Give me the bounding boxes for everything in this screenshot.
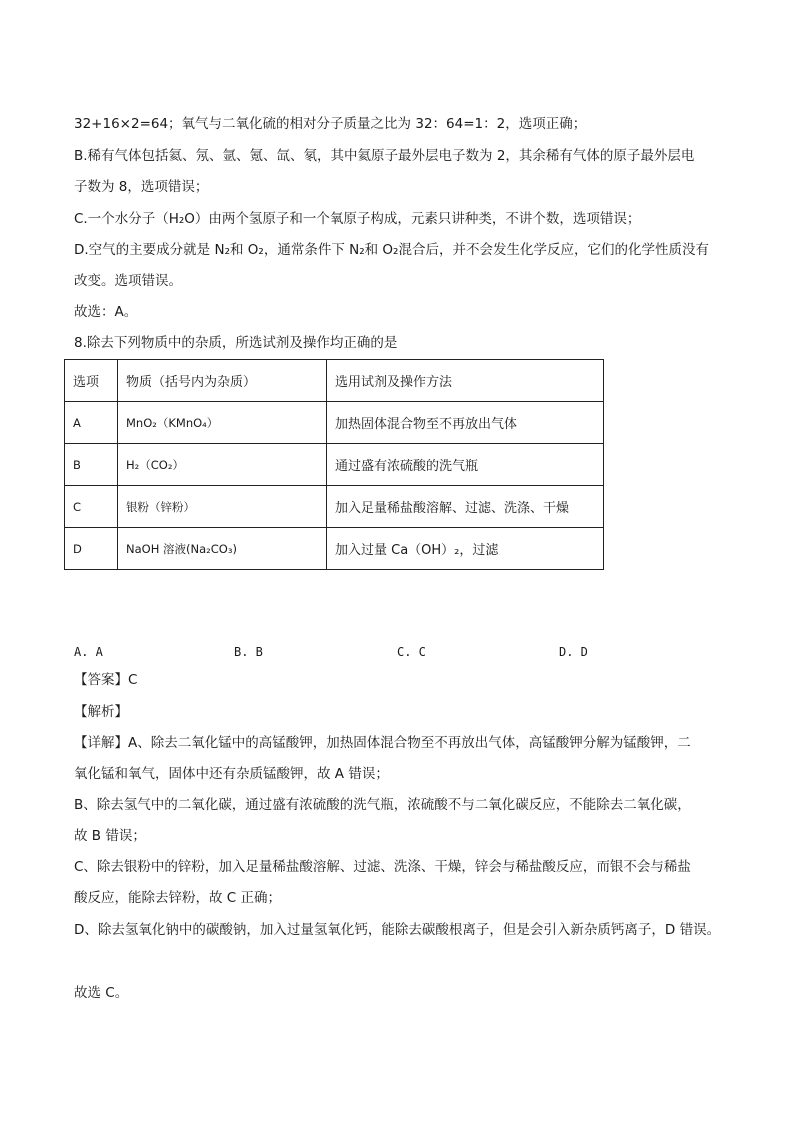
table-cell: 加热固体混合物至不再放出气体	[327, 402, 604, 444]
text-line: D.空气的主要成分就是 N₂和 O₂，通常条件下 N₂和 O₂混合后，并不会发生化学反应，它们的化学性质没有	[74, 242, 709, 258]
table-cell: NaOH 溶液(Na₂CO₃)	[118, 528, 327, 570]
table-header-cell: 选用试剂及操作方法	[327, 360, 604, 402]
table-row	[65, 528, 604, 570]
text-line: 故 B 错误；	[74, 828, 146, 844]
table-row	[65, 486, 604, 528]
table-cell: 加入过量 Ca（OH）₂，过滤	[327, 528, 604, 570]
table-header-cell: 选项	[65, 360, 118, 402]
table-cell: C	[65, 486, 118, 528]
question-stem: 8.除去下列物质中的杂质，所选试剂及操作均正确的是	[74, 335, 398, 351]
table-header-row	[65, 360, 604, 402]
table-cell: 加入足量稀盐酸溶解、过滤、洗涤、干燥	[327, 486, 604, 528]
text-line: B、除去氢气中的二氧化碳，通过盛有浓硫酸的洗气瓶，浓硫酸不与二氧化碳反应，不能除去二氧化碳，	[74, 797, 691, 813]
table-cell: H₂（CO₂）	[118, 444, 327, 486]
text-line: 【详解】A、除去二氧化锰中的高锰酸钾，加热固体混合物至不再放出气体，高锰酸钾分解为锰酸钾，二	[74, 735, 691, 751]
table-row	[65, 444, 604, 486]
answer-label: 【答案】C	[74, 672, 138, 688]
table-cell: B	[65, 444, 118, 486]
table-cell: D	[65, 528, 118, 570]
answer-choice-line: 故选：A。	[74, 304, 138, 320]
analysis-heading: 【解析】	[74, 704, 128, 720]
option-a: A. A	[74, 645, 103, 659]
conclusion: 故选 C。	[74, 985, 129, 1001]
table-row	[65, 402, 604, 444]
text-line: 改变。选项错误。	[74, 273, 182, 289]
text-line: 氧化锰和氧气，固体中还有杂质锰酸钾，故 A 错误；	[74, 766, 389, 782]
table-cell: MnO₂（KMnO₄）	[118, 402, 327, 444]
text-line: 32+16×2=64；氧气与二氧化硫的相对分子质量之比为 32：64=1：2，选项正确；	[74, 116, 587, 132]
text-line: C.一个水分子（H₂O）由两个氢原子和一个氧原子构成，元素只讲种类，不讲个数，选项错误；	[74, 211, 641, 227]
option-d: D. D	[559, 645, 588, 659]
text-line: C、除去银粉中的锌粉，加入足量稀盐酸溶解、过滤、洗涤、干燥，锌会与稀盐酸反应，而银不会与稀盐	[74, 859, 691, 875]
options-table	[64, 359, 604, 570]
text-line: 酸反应，能除去锌粉，故 C 正确；	[74, 890, 282, 906]
text-line: 子数为 8，选项错误；	[74, 179, 209, 195]
table-header-cell: 物质（括号内为杂质）	[118, 360, 327, 402]
option-b: B. B	[234, 645, 263, 659]
table-cell: 银粉（锌粉）	[118, 486, 327, 528]
table-cell: A	[65, 402, 118, 444]
table-cell: 通过盛有浓硫酸的洗气瓶	[327, 444, 604, 486]
option-c: C. C	[397, 645, 426, 659]
text-line: D、除去氢氧化钠中的碳酸钠，加入过量氢氧化钙，能除去碳酸根离子，但是会引入新杂质钙离子，D 错误。	[74, 922, 721, 938]
text-line: B.稀有气体包括氦、氖、氩、氪、氙、氡，其中氦原子最外层电子数为 2，其余稀有气体的原子最外层电	[74, 148, 695, 164]
